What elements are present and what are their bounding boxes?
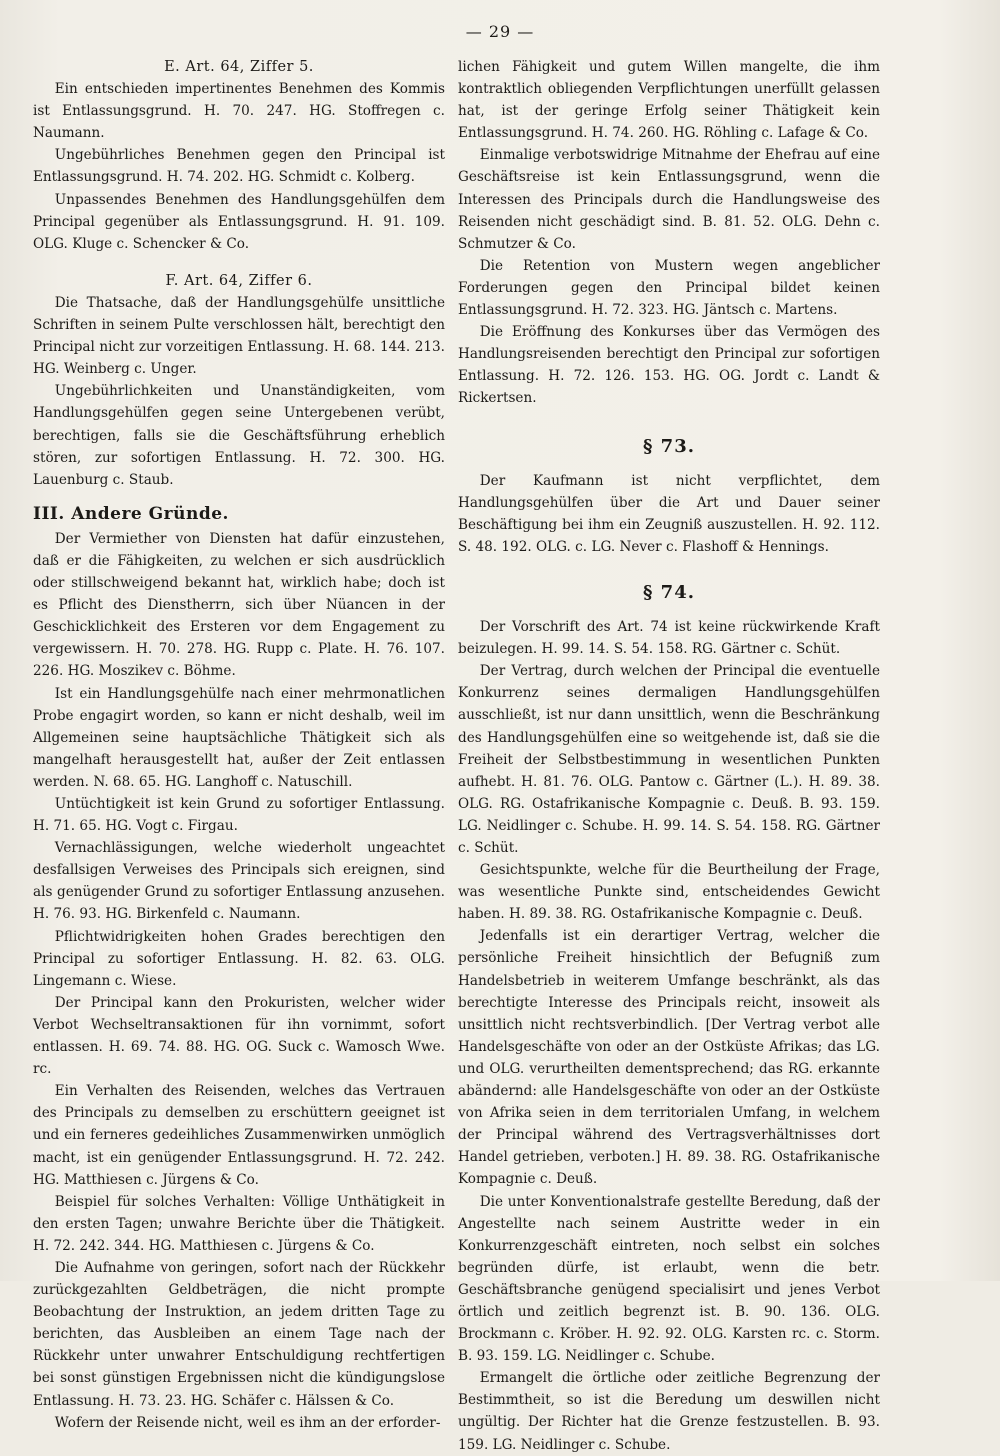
heading-art64-ziffer6: F. Art. 64, Ziffer 6. bbox=[165, 272, 313, 289]
paragraph: Ist ein Handlungsgehülfe nach einer mehrmonatlichen Probe engagirt worden, so kann er nicht deshalb, weil im Allgemeinen seine hauptsächliche Thätigkeit sich als mangelhaft herausgestellt hat, außer der Zeit entlassen werden. N. 68. 65. HG. Langhoff c. Natuschill. bbox=[33, 685, 445, 790]
paragraph: Ungebührlichkeiten und Unanständigkeiten, vom Handlungsgehülfen gegen seine Untergebenen verübt, berechtigen, falls sie die Geschäftsführung erheblich stören, zur sofortigen Entlassung. H. 72. 300. HG. Lauenburg c. Staub. bbox=[33, 383, 445, 488]
paragraph: Pflichtwidrigkeiten hohen Grades berechtigen den Principal zu sofortiger Entlassung. H. 82. 63. OLG. Lingemann c. Wiese. bbox=[33, 928, 445, 989]
paragraph: Unpassendes Benehmen des Handlungsgehülfen dem Principal gegenüber als Entlassungsgrund. H. 91. 109. OLG. Kluge c. Schencker & Co. bbox=[33, 191, 445, 252]
paragraph: Der Vertrag, durch welchen der Principal die eventuelle Konkurrenz seines dermaligen Handlungsgehülfen ausschließt, ist nur dann unsittlich, wenn die Beschränkung des Handlungsgehülfen eine so weitgehende ist, daß sie die Freiheit der Selbstbestimmung in wesentlichen Punkten aufhebt. H. 81. 76. OLG. Pantow c. Gärtner (L.). H. 89. 38. OLG. RG. Ostafrikanische Kompagnie c. Deuß. B. 93. 159. LG. Neidlinger c. Schube. H. 99. 14. S. 54. 158. RG. Gärtner c. Schüt. bbox=[458, 663, 880, 856]
paragraph: Ein entschieden impertinentes Benehmen des Kommis ist Entlassungsgrund. H. 70. 247. HG. Stoffregen c. Naumann. bbox=[33, 81, 445, 142]
paragraph: Der Principal kann den Prokuristen, welcher wider Verbot Wechseltransaktionen für ihn vornimmt, sofort entlassen. H. 69. 74. 88. HG. OG. Suck c. Wamosch Wwe. rc. bbox=[33, 994, 445, 1078]
left-column bbox=[33, 56, 445, 1434]
paragraph: Wofern der Reisende nicht, weil es ihm an der erforder- bbox=[54, 1414, 441, 1431]
paragraph-continued: lichen Fähigkeit und gutem Willen mangelte, die ihm kontraktlich obliegenden Verpflichtungen unerfüllt gelassen hat, ist der geringe Erfolg seiner Thätigkeit kein Entlassungsgrund. H. 74. 260. HG. Röhling c. Lafage & Co. bbox=[458, 59, 880, 142]
paragraph: Der Vermiether von Diensten hat dafür einzustehen, daß er die Fähigkeiten, zu welchen er sich ausdrücklich oder stillschweigend bekannt hat, wirklich habe; doch ist es Pflicht des Dienstherrn, sich über Nüancen in der Geschicklichkeit des Ersteren vor dem Engagement zu vergewissern. H. 70. 278. HG. Rupp c. Plate. H. 76. 107. 226. HG. Moszikev c. Böhme. bbox=[33, 530, 445, 680]
section-73-heading: § 73. bbox=[643, 435, 695, 457]
paragraph: Der Kaufmann ist nicht verpflichtet, dem Handlungsgehülfen über die Art und Dauer seiner Beschäftigung bei ihm ein Zeugniß auszustellen. H. 92. 112. S. 48. 192. OLG. c. LG. Never c. Flashoff & Hennings. bbox=[458, 472, 880, 555]
heading-andere-gruende: III. Andere Gründe. bbox=[33, 503, 229, 524]
paragraph: Ungebührliches Benehmen gegen den Principal ist Entlassungsgrund. H. 74. 202. HG. Schmidt c. Kolberg. bbox=[33, 147, 445, 186]
paragraph: Ein Verhalten des Reisenden, welches das Vertrauen des Principals zu demselben zu erschüttern geeignet ist und ein ferneres gedeihliches Zusammenwirken unmöglich macht, ist ein genügender Entlassungsgrund. H. 72. 242. HG. Matthiesen c. Jürgens & Co. bbox=[33, 1083, 445, 1188]
paragraph: Beispiel für solches Verhalten: Völlige Unthätigkeit in den ersten Tagen; unwahre Berichte über die Thätigkeit. H. 72. 242. 344. HG. Matthiesen c. Jürgens & Co. bbox=[33, 1193, 445, 1254]
paragraph: Die Aufnahme von geringen, sofort nach der Rückkehr zurückgezahlten Geldbeträgen, die nicht prompte Beobachtung der Instruktion, an jedem dritten Tage zu berichten, das Ausbleiben an einem Tage nach der Rückkehr unter unwahrer Entschuldigung rechtfertigen bei sonst günstigen Ergebnissen nicht die kündigungslose Entlassung. H. 73. 23. HG. Schäfer c. Hälssen & Co. bbox=[33, 1259, 445, 1409]
paragraph: Einmalige verbotswidrige Mitnahme der Ehefrau auf eine Geschäftsreise ist kein Entlassungsgrund, wenn die Interessen des Principals durch die Handlungsweise des Reisenden nicht geschädigt sind. B. 81. 52. OLG. Dehn c. Schmutzer & Co. bbox=[458, 147, 880, 252]
paragraph: Die Thatsache, daß der Handlungsgehülfe unsittliche Schriften in seinem Pulte verschlossen hält, berechtigt den Principal nicht zur vorzeitigen Entlassung. H. 68. 144. 213. HG. Weinberg c. Unger. bbox=[33, 294, 445, 378]
paragraph: Die unter Konventionalstrafe gestellte Beredung, daß der Angestellte nach seinem Austritte weder in ein Konkurrenzgeschäft eintreten, noch selbst ein solches begründen dürfe, ist erlaubt, wenn die betr. Geschäftsbranche genügend specialisirt und jenes Verbot örtlich und zeitlich begrenzt ist. B. 90. 136. OLG. Brockmann c. Kröber. H. 92. 92. OLG. Karsten rc. c. Storm. B. 93. 159. LG. Neidlinger c. Schube. bbox=[458, 1193, 880, 1365]
paragraph: Untüchtigkeit ist kein Grund zu sofortiger Entlassung. H. 71. 65. HG. Vogt c. Firgau. bbox=[33, 796, 445, 835]
right-column bbox=[458, 56, 880, 1456]
paragraph: Jedenfalls ist ein derartiger Vertrag, welcher die persönliche Freiheit hinsichtlich der Befugniß zum Handelsbetrieb in weiterem Umfange beschränkt, als das berechtigte Interesse des Principals reicht, insoweit als unsittlich nicht rechtsverbindlich. [Der Vertrag verbot alle Handelsgeschäfte von oder an der Ostküste Afrikas; das LG. und OLG. verurtheilten dementsprechend; das RG. erkannte abändernd: alle Handelsgeschäfte von oder an der Ostküste von Afrika seien in dem territorialen Umfang, in welchem der Principal während des Vertragsverhältnisses dort Handel getrieben, verboten.] H. 89. 38. RG. Ostafrikanische Kompagnie c. Deuß. bbox=[458, 928, 880, 1188]
paragraph: Der Vorschrift des Art. 74 ist keine rückwirkende Kraft beizulegen. H. 99. 14. S. 54. 158. RG. Gärtner c. Schüt. bbox=[458, 619, 880, 658]
page-number: — 29 — bbox=[465, 22, 535, 41]
paragraph: Vernachlässigungen, welche wiederholt ungeachtet desfallsigen Verweises des Principals sich ereignen, sind als genügender Grund zu sofortiger Entlassung anzusehen. H. 76. 93. HG. Birkenfeld c. Naumann. bbox=[33, 840, 445, 923]
paragraph: Ermangelt die örtliche oder zeitliche Begrenzung der Bestimmtheit, so ist die Beredung um deswillen nicht ungültig. Der Richter hat die Grenze festzustellen. B. 93. 159. LG. Neidlinger c. Schube. bbox=[458, 1370, 880, 1453]
paragraph: Die Retention von Mustern wegen angeblicher Forderungen gegen den Principal bildet keinen Entlassungsgrund. H. 72. 323. HG. Jäntsch c. Martens. bbox=[458, 257, 880, 319]
section-74-heading: § 74. bbox=[643, 581, 695, 603]
heading-art64-ziffer5: E. Art. 64, Ziffer 5. bbox=[164, 59, 314, 75]
paragraph: Gesichtspunkte, welche für die Beurtheilung der Frage, was wesentliche Punkte sind, entscheidendes Gewicht haben. H. 89. 38. RG. Ostafrikanische Kompagnie c. Deuß. bbox=[458, 862, 880, 923]
paragraph: Die Eröffnung des Konkurses über das Vermögen des Handlungsreisenden berechtigt den Principal zur sofortigen Entlassung. H. 72. 126. 153. HG. OG. Jordt c. Landt & Rickertsen. bbox=[458, 324, 880, 407]
